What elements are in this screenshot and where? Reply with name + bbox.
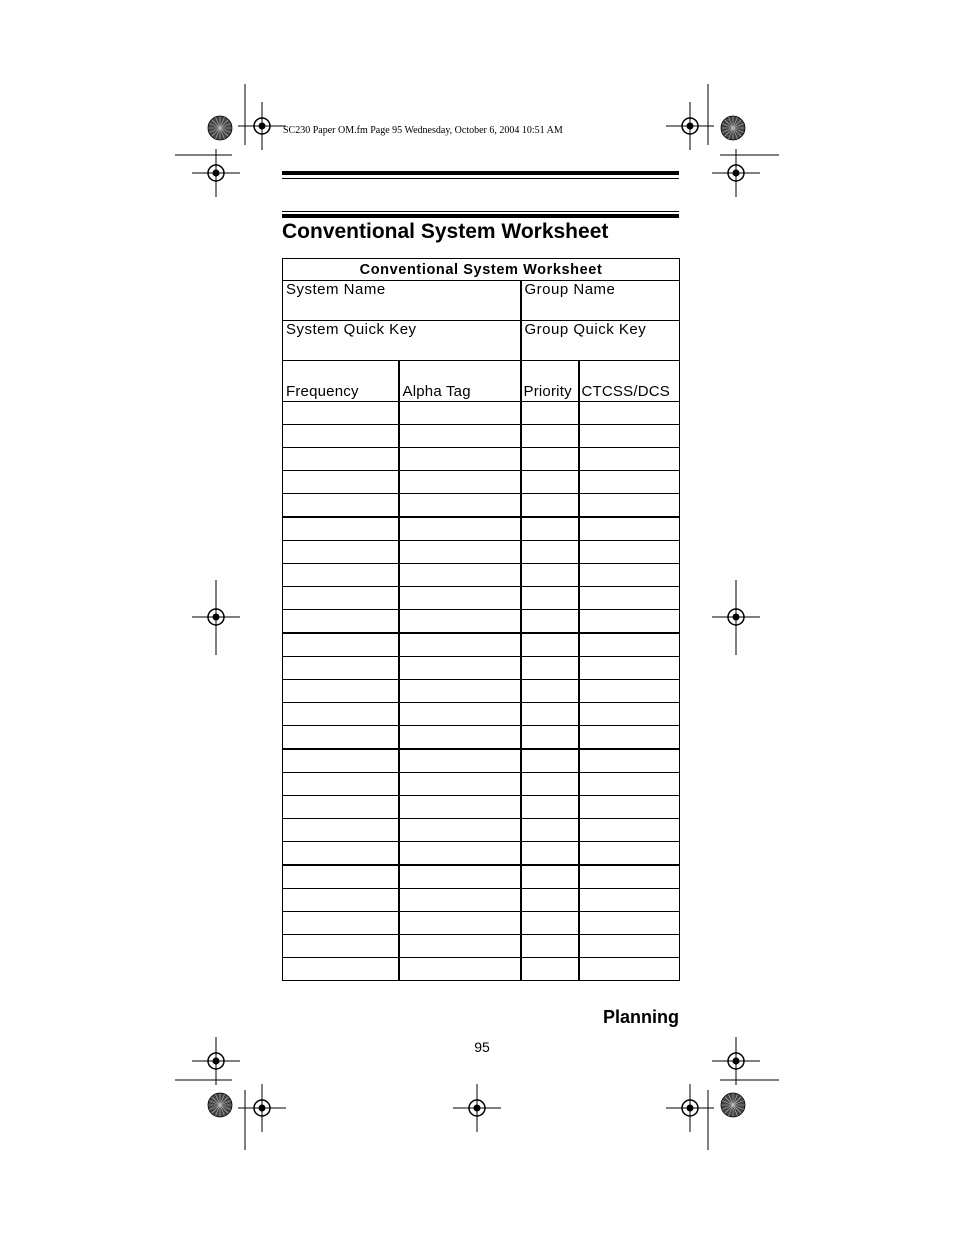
worksheet-row	[283, 889, 680, 912]
worksheet-row	[283, 541, 680, 564]
worksheet-cell	[283, 935, 399, 958]
worksheet-cell	[579, 819, 680, 842]
worksheet-cell	[521, 564, 579, 587]
worksheet-cell	[399, 425, 521, 448]
worksheet-row	[283, 935, 680, 958]
worksheet-cell	[521, 889, 579, 912]
worksheet-cell	[283, 448, 399, 471]
worksheet-cell	[283, 842, 399, 866]
worksheet-cell	[521, 448, 579, 471]
worksheet-cell	[521, 633, 579, 657]
worksheet-cell	[399, 633, 521, 657]
worksheet-cell	[399, 517, 521, 541]
worksheet-cell	[579, 471, 680, 494]
worksheet-cell	[521, 842, 579, 866]
worksheet-cell	[579, 587, 680, 610]
worksheet-cell	[579, 657, 680, 680]
worksheet-row	[283, 703, 680, 726]
worksheet-cell	[283, 796, 399, 819]
worksheet-cell	[283, 819, 399, 842]
worksheet-cell	[399, 726, 521, 750]
group-name-field: Group Name	[521, 281, 680, 321]
worksheet-cell	[579, 773, 680, 796]
worksheet-cell	[579, 958, 680, 981]
title-rule-thick	[282, 214, 679, 218]
conventional-system-worksheet-table	[282, 258, 680, 981]
worksheet-cell	[579, 541, 680, 564]
worksheet-row	[283, 749, 680, 773]
worksheet-cell	[579, 889, 680, 912]
worksheet-cell	[283, 494, 399, 518]
worksheet-cell	[399, 703, 521, 726]
worksheet-cell	[283, 471, 399, 494]
worksheet-row	[283, 494, 680, 518]
worksheet-row	[283, 726, 680, 750]
worksheet-cell	[521, 517, 579, 541]
worksheet-cell	[521, 471, 579, 494]
page-title: Conventional System Worksheet	[282, 220, 609, 243]
worksheet-cell	[579, 402, 680, 425]
worksheet-cell	[579, 517, 680, 541]
worksheet-row	[283, 402, 680, 425]
worksheet-cell	[283, 610, 399, 634]
worksheet-cell	[521, 587, 579, 610]
worksheet-cell	[521, 796, 579, 819]
worksheet-cell	[283, 633, 399, 657]
page-number: 95	[474, 1039, 490, 1055]
worksheet-row	[283, 471, 680, 494]
worksheet-cell	[521, 958, 579, 981]
section-label: Planning	[603, 1007, 679, 1027]
worksheet-row	[283, 633, 680, 657]
worksheet-cell	[521, 912, 579, 935]
worksheet-cell	[521, 726, 579, 750]
worksheet-cell	[399, 680, 521, 703]
worksheet-cell	[579, 680, 680, 703]
worksheet-cell	[283, 402, 399, 425]
worksheet-cell	[399, 402, 521, 425]
worksheet-cell	[399, 796, 521, 819]
print-header: SC230 Paper OM.fm Page 95 Wednesday, October 6, 2004 10:51 AM	[283, 125, 563, 136]
group-quick-key-field: Group Quick Key	[521, 321, 680, 361]
top-rule-thick	[282, 171, 679, 175]
column-header-ctcss-dcs: CTCSS/DCS	[579, 361, 680, 402]
worksheet-row	[283, 610, 680, 634]
worksheet-cell	[579, 865, 680, 889]
worksheet-cell	[399, 448, 521, 471]
worksheet-cell	[283, 587, 399, 610]
worksheet-cell	[521, 541, 579, 564]
worksheet-cell	[399, 610, 521, 634]
worksheet-cell	[579, 425, 680, 448]
worksheet-cell	[579, 564, 680, 587]
system-name-field: System Name	[283, 281, 521, 321]
worksheet-cell	[283, 865, 399, 889]
worksheet-cell	[579, 610, 680, 634]
worksheet-row	[283, 819, 680, 842]
worksheet-cell	[283, 425, 399, 448]
system-quick-key-field: System Quick Key	[283, 321, 521, 361]
column-header-frequency: Frequency	[283, 361, 399, 402]
worksheet-cell	[579, 749, 680, 773]
worksheet-row	[283, 517, 680, 541]
worksheet-cell	[399, 889, 521, 912]
worksheet-row	[283, 958, 680, 981]
worksheet-cell	[283, 657, 399, 680]
worksheet-cell	[399, 773, 521, 796]
worksheet-row	[283, 425, 680, 448]
worksheet-row	[283, 865, 680, 889]
worksheet-cell	[399, 842, 521, 866]
worksheet-cell	[399, 587, 521, 610]
worksheet-row	[283, 587, 680, 610]
worksheet-row	[283, 680, 680, 703]
worksheet-cell	[579, 703, 680, 726]
worksheet-cell	[579, 494, 680, 518]
worksheet-cell	[399, 471, 521, 494]
worksheet-cell	[399, 865, 521, 889]
worksheet-cell	[283, 680, 399, 703]
worksheet-cell	[579, 796, 680, 819]
worksheet-cell	[283, 541, 399, 564]
worksheet-row	[283, 448, 680, 471]
worksheet-cell	[399, 958, 521, 981]
worksheet-cell	[521, 610, 579, 634]
worksheet-cell	[283, 726, 399, 750]
column-header-priority: Priority	[521, 361, 579, 402]
worksheet-cell	[521, 494, 579, 518]
worksheet-cell	[283, 773, 399, 796]
worksheet-cell	[521, 865, 579, 889]
title-rule-thin	[282, 211, 679, 212]
worksheet-cell	[521, 935, 579, 958]
worksheet-cell	[579, 935, 680, 958]
worksheet-row	[283, 773, 680, 796]
worksheet-cell	[521, 425, 579, 448]
worksheet-cell	[283, 564, 399, 587]
worksheet-cell	[399, 657, 521, 680]
worksheet-cell	[521, 749, 579, 773]
worksheet-cell	[399, 541, 521, 564]
worksheet-cell	[579, 912, 680, 935]
worksheet-cell	[399, 935, 521, 958]
worksheet-cell	[579, 842, 680, 866]
worksheet-row	[283, 912, 680, 935]
worksheet-cell	[283, 912, 399, 935]
worksheet-caption: Conventional System Worksheet	[283, 259, 680, 281]
worksheet-cell	[521, 680, 579, 703]
worksheet-cell	[579, 448, 680, 471]
worksheet-row	[283, 842, 680, 866]
worksheet-cell	[579, 726, 680, 750]
worksheet-cell	[399, 564, 521, 587]
worksheet-cell	[521, 402, 579, 425]
worksheet-cell	[521, 703, 579, 726]
worksheet-cell	[399, 494, 521, 518]
top-rule-thin	[282, 178, 679, 179]
worksheet-cell	[399, 749, 521, 773]
worksheet-cell	[521, 657, 579, 680]
column-header-alpha-tag: Alpha Tag	[399, 361, 521, 402]
worksheet-row	[283, 796, 680, 819]
worksheet-cell	[399, 819, 521, 842]
worksheet-cell	[521, 819, 579, 842]
worksheet-cell	[283, 889, 399, 912]
worksheet-row	[283, 657, 680, 680]
worksheet-cell	[283, 749, 399, 773]
worksheet-cell	[283, 703, 399, 726]
worksheet-cell	[521, 773, 579, 796]
worksheet-row	[283, 564, 680, 587]
worksheet-cell	[579, 633, 680, 657]
worksheet-cell	[283, 517, 399, 541]
worksheet-cell	[399, 912, 521, 935]
worksheet-cell	[283, 958, 399, 981]
